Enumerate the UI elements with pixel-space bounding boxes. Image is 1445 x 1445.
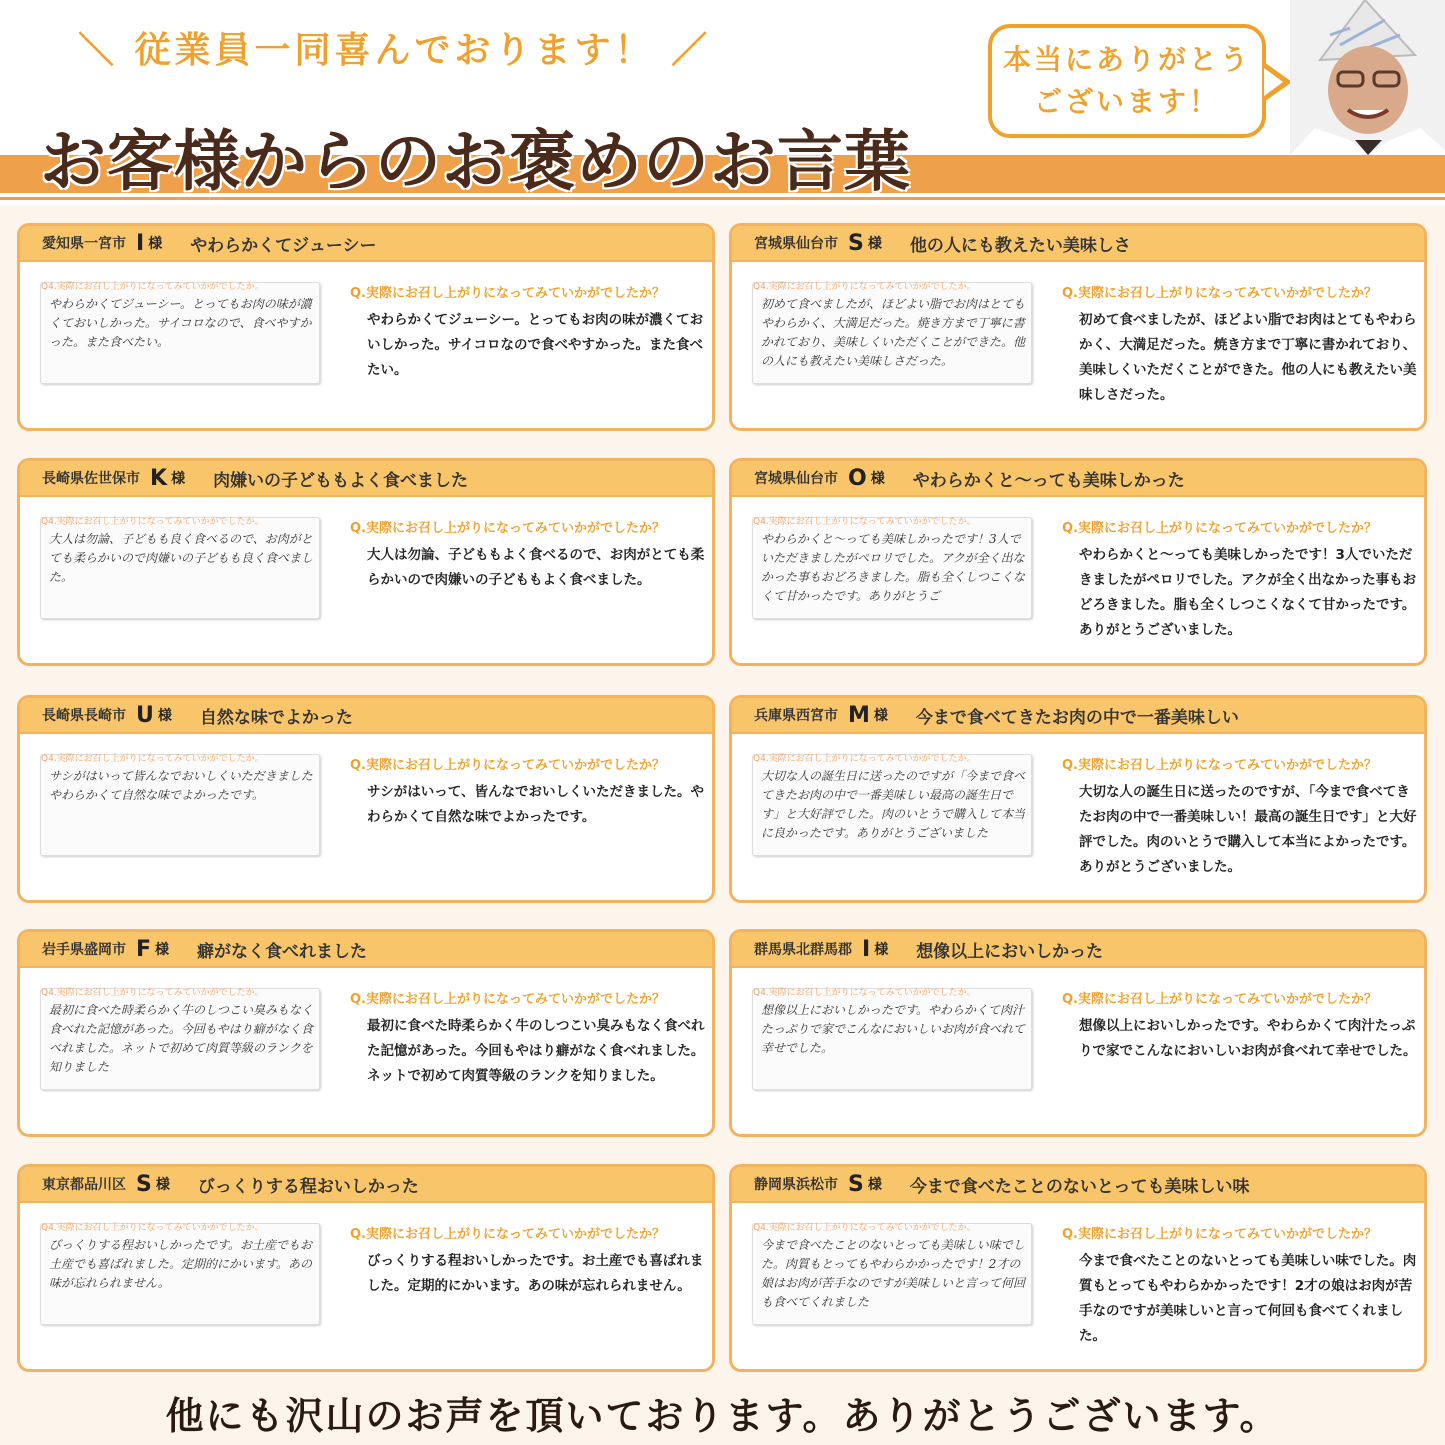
chef-photo <box>1290 0 1445 155</box>
review-initial: I <box>862 936 871 962</box>
review-initial: F <box>136 936 152 962</box>
review-honorific: 様 <box>873 708 888 724</box>
review-card <box>729 223 1427 431</box>
question-label: Q.実際にお召し上がりになってみていかがでしたか？ <box>1062 1227 1377 1242</box>
review-answer: やわらかくと～っても美味しかったです！3人でいただきましたがペロリでした。アクが全く出なかった事もおどろきました。脂も全くしつこくなくて甘かったです。ありがとうございました。 <box>1079 547 1417 638</box>
handwritten-card <box>752 517 1032 619</box>
review-location: 長崎県佐世保市 <box>42 471 140 487</box>
review-location: 東京都品川区 <box>42 1177 126 1193</box>
review-header <box>20 461 712 497</box>
review-location: 兵庫県西宮市 <box>754 708 838 724</box>
review-location: 長崎県長崎市 <box>42 708 126 724</box>
handwritten-card <box>40 282 320 384</box>
question-label: Q.実際にお召し上がりになってみていかがでしたか？ <box>350 1227 665 1242</box>
review-initial: S <box>848 230 864 256</box>
review-location: 愛知県一宮市 <box>42 236 126 252</box>
review-answer: びっくりする程おいしかったです。お土産でも喜ばれました。定期的にかいます。あの味が忘れられません。 <box>367 1253 704 1294</box>
bubble-tail-inner <box>1264 68 1283 96</box>
review-card <box>729 929 1427 1137</box>
review-header <box>732 226 1424 262</box>
review-location: 群馬県北群馬郡 <box>754 942 852 958</box>
handwritten-card <box>752 282 1032 384</box>
bubble-line-2: ございます！ <box>1033 85 1220 118</box>
handwritten-text: 最初に食べた時柔らかく牛のしつこい臭みもなく食べれた記憶があった。今回もやはり癖がなく食べれました。ネットで初めて肉質等級のランクを知りました <box>49 1003 314 1074</box>
survey-question-label: Q4.実際にお召し上がりになってみていかがでしたか。 <box>753 754 976 764</box>
survey-question-label: Q4.実際にお召し上がりになってみていかがでしたか。 <box>753 282 976 292</box>
review-initial: U <box>136 702 154 728</box>
review-card <box>17 223 715 431</box>
review-header <box>732 932 1424 968</box>
handwritten-text: やわらかくと～っても美味しかったです！3人でいただきましたがペロリでした。アクが全く出なかった事もおどろきました。脂も全くしつこくなくて甘かったです。ありがとうご <box>761 532 1026 603</box>
review-initial: S <box>136 1171 152 1197</box>
handwritten-text: 今まで食べたことのないとっても美味しい味でした。肉質もとってもやわらかかったです！2才の娘はお肉が苦手なのですが美味しいと言って何回も食べてくれました <box>761 1238 1026 1309</box>
review-answer: 大人は勿論、子どももよく食べるので、お肉がとても柔らかいので肉嫌いの子どももよく食べました。 <box>367 547 705 588</box>
review-heading: 想像以上においしかった <box>916 941 1104 962</box>
survey-question-label: Q4.実際にお召し上がりになってみていかがでしたか。 <box>41 988 264 998</box>
review-honorific: 様 <box>157 708 172 724</box>
review-heading: やわらかくてジューシー <box>190 235 377 256</box>
handwritten-card <box>752 988 1032 1090</box>
review-answer: 大切な人の誕生日に送ったのですが、「今まで食べてきたお肉の中で一番美味しい！最高の誕生日です」と大好評でした。肉のいとうで購入して本当によかったです。ありがとうございました。 <box>1079 784 1417 875</box>
question-label: Q.実際にお召し上がりになってみていかがでしたか？ <box>350 286 665 301</box>
handwritten-text: 大人は勿論、子どもも良く食べるので、お肉がとても柔らかいので肉嫌いの子どもも良く食べました。 <box>49 532 314 584</box>
review-initial: K <box>150 465 168 491</box>
review-card <box>17 458 715 666</box>
header <box>0 0 1445 205</box>
review-heading: 他の人にも教えたい美味しさ <box>909 235 1131 256</box>
review-header <box>732 461 1424 497</box>
review-honorific: 様 <box>867 1177 882 1193</box>
question-label: Q.実際にお召し上がりになってみていかがでしたか？ <box>350 992 665 1007</box>
review-header <box>20 1167 712 1203</box>
handwritten-text: 大切な人の誕生日に送ったのですが「今まで食べてきたお肉の中で一番美味しい最高の誕生日です」と大好評でした。肉のいとうで購入して本当に良かったです。ありがとうございました <box>761 769 1026 840</box>
footer-message: 他にも沢山のお声を頂いております。ありがとうございます。 <box>165 1393 1280 1438</box>
review-card <box>17 929 715 1137</box>
review-card <box>729 458 1427 666</box>
survey-question-label: Q4.実際にお召し上がりになってみていかがでしたか。 <box>753 988 976 998</box>
review-card <box>17 1164 715 1372</box>
review-initial: I <box>136 230 145 256</box>
handwritten-text: びっくりする程おいしかったです。お土産でもお土産でも喜ばれました。定期的にかいます。あの味が忘れられません。 <box>49 1238 313 1290</box>
review-answer: 今まで食べたことのないとっても美味しい味でした。肉質もとってもやわらかかったです！2才の娘はお肉が苦手なのですが美味しいと言って何回も食べてくれました。 <box>1079 1253 1417 1344</box>
handwritten-card <box>752 1223 1032 1325</box>
review-honorific: 様 <box>148 236 163 252</box>
question-label: Q.実際にお召し上がりになってみていかがでしたか？ <box>1062 286 1377 301</box>
handwritten-card <box>40 517 320 619</box>
question-label: Q.実際にお召し上がりになってみていかがでしたか？ <box>350 521 665 536</box>
question-label: Q.実際にお召し上がりになってみていかがでしたか？ <box>1062 758 1377 773</box>
review-honorific: 様 <box>171 471 186 487</box>
page-title: お客様からのお褒めのお言葉 <box>40 122 911 200</box>
review-location: 宮城県仙台市 <box>754 471 838 487</box>
bubble-line-1: 本当にありがとう <box>1002 43 1251 76</box>
review-answer: サシがはいって、皆んなでおいしくいただきました。やわらかくて自然な味でよかったです。 <box>367 784 704 825</box>
review-header <box>20 932 712 968</box>
review-honorific: 様 <box>867 236 882 252</box>
handwritten-text: やわらかくてジューシー。とってもお肉の味が濃くておいしかった。サイコロなので、食べやすかった。また食べたい。 <box>49 297 312 349</box>
survey-question-label: Q4.実際にお召し上がりになってみていかがでしたか。 <box>41 754 264 764</box>
review-honorific: 様 <box>155 942 170 958</box>
question-label: Q.実際にお召し上がりになってみていかがでしたか？ <box>1062 992 1377 1007</box>
handwritten-text: サシがはいって皆んなでおいしくいただきましたやわらかくて自然な味でよかったです。 <box>49 769 313 802</box>
review-initial: S <box>848 1171 864 1197</box>
handwritten-card <box>752 754 1032 856</box>
review-initial: M <box>848 702 870 728</box>
review-header <box>20 226 712 262</box>
review-location: 静岡県浜松市 <box>754 1177 838 1193</box>
review-honorific: 様 <box>155 1177 170 1193</box>
handwritten-card <box>40 988 320 1090</box>
review-header <box>732 698 1424 734</box>
thanks-speech-bubble <box>988 24 1266 138</box>
review-header <box>732 1167 1424 1203</box>
review-card <box>17 695 715 903</box>
review-location: 宮城県仙台市 <box>754 236 838 252</box>
review-initial: O <box>848 465 867 491</box>
review-heading: 今まで食べてきたお肉の中で一番美味しい <box>915 707 1239 728</box>
review-answer: 想像以上においしかったです。やわらかくて肉汁たっぷりで家でこんなにおいしいお肉が食べれて幸せでした。 <box>1079 1018 1417 1059</box>
question-label: Q.実際にお召し上がりになってみていかがでしたか？ <box>1062 521 1377 536</box>
review-heading: びっくりする程おいしかった <box>197 1176 419 1197</box>
survey-question-label: Q4.実際にお召し上がりになってみていかがでしたか。 <box>753 517 976 527</box>
tagline: ＼ 従業員一同喜んでおります！ ／ <box>78 29 712 71</box>
review-location: 岩手県盛岡市 <box>42 942 126 958</box>
survey-question-label: Q4.実際にお召し上がりになってみていかがでしたか。 <box>753 1223 976 1233</box>
survey-question-label: Q4.実際にお召し上がりになってみていかがでしたか。 <box>41 517 264 527</box>
review-answer: 初めて食べましたが、ほどよい脂でお肉はとてもやわらかく、大満足だった。焼き方まで丁寧に書かれており、美味しくいただくことができた。他の人にも教えたい美味しさだった。 <box>1079 312 1417 403</box>
review-answer: 最初に食べた時柔らかく牛のしつこい臭みもなく食べれた記憶があった。今回もやはり癖がなく食べれました。ネットで初めて肉質等級のランクを知りました。 <box>367 1018 705 1084</box>
review-heading: やわらかくと～っても美味しかった <box>912 470 1185 491</box>
survey-question-label: Q4.実際にお召し上がりになってみていかがでしたか。 <box>41 1223 264 1233</box>
handwritten-text: 想像以上においしかったです。やわらかくて肉汁たっぷりで家でこんなにおいしいお肉が食べれて幸せでした。 <box>761 1003 1026 1055</box>
review-header <box>20 698 712 734</box>
review-honorific: 様 <box>874 942 889 958</box>
review-card <box>729 1164 1427 1372</box>
review-heading: 自然な味でよかった <box>199 707 353 728</box>
review-heading: 今まで食べたことのないとっても美味しい味 <box>909 1176 1250 1197</box>
survey-question-label: Q4.実際にお召し上がりになってみていかがでしたか。 <box>41 282 264 292</box>
handwritten-card <box>40 1223 320 1325</box>
handwritten-card <box>40 754 320 856</box>
handwritten-text: 初めて食べましたが、ほどよい脂でお肉はとてもやわらかく、大満足だった。焼き方まで丁寧に書かれており、美味しくいただくことができた。他の人にも教えたい美味しさだった。 <box>761 297 1026 368</box>
review-card <box>729 695 1427 903</box>
review-heading: 癖がなく食べれました <box>197 941 368 962</box>
review-heading: 肉嫌いの子どももよく食べました <box>213 470 469 491</box>
review-honorific: 様 <box>870 471 885 487</box>
review-answer: やわらかくてジューシー。とってもお肉の味が濃くておいしかった。サイコロなので食べやすかった。また食べたい。 <box>367 312 704 378</box>
question-label: Q.実際にお召し上がりになってみていかがでしたか？ <box>350 758 665 773</box>
